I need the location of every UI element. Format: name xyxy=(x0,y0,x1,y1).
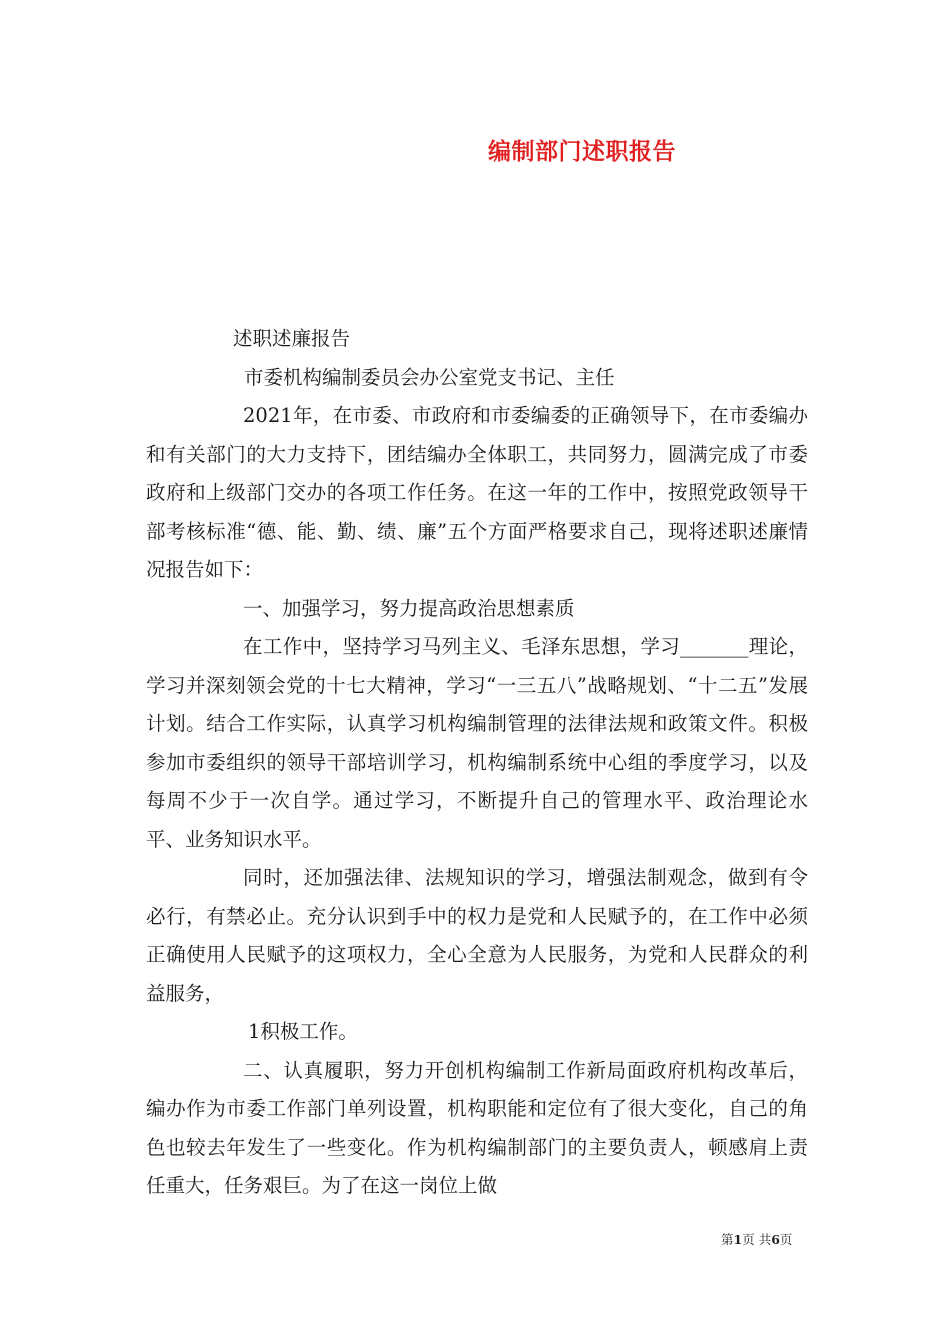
footer-prefix: 第 xyxy=(721,1232,734,1247)
total-page-number: 6 xyxy=(771,1232,780,1247)
paragraph-study: 在工作中，坚持学习马列主义、毛泽东思想，学习_______理论，学习并深刻领会党的十七大精神，学习“一三五八”战略规划、“十二五”发展计划。结合工作实际，认真学习机构编制管理的法律法规和政策文件。积极参加市委组织的领导干部培训学习，机构编制系统中心组的季度学习，以及每周不少于一次自学。通过学习，不断提升自己的管理水平、政治理论水平、业务知识水平。 xyxy=(146,635,808,851)
paragraph-law: 同时，还加强法律、法规知识的学习，增强法制观念，做到有令必行，有禁必止。充分认识到手中的权力是党和人民赋予的，在工作中必须正确使用人民赋予的这项权力，全心全意为人民服务，为党和人民群众的利益服务， xyxy=(146,866,808,1005)
footer-middle: 页 共 xyxy=(742,1232,772,1247)
current-page-number: 1 xyxy=(733,1232,743,1247)
report-subtitle: 述职述廉报告 xyxy=(233,327,351,350)
paragraph-intro: 2021年，在市委、市政府和市委编委的正确领导下，在市委编办和有关部门的大力支持下，团结编办全体职工，共同努力，圆满完成了市委政府和上级部门交办的各项工作任务。在这一年的工作中，按照党政领导干部考核标准“德、能、勤、绩、廉”五个方面严格要求自己，现将述职述廉情况报告如下： xyxy=(146,404,808,581)
section-heading-1: 一、加强学习，努力提高政治思想素质 xyxy=(243,596,575,620)
paragraph-work: 1积极工作。 xyxy=(248,1020,358,1043)
document-title: 编制部门述职报告 xyxy=(488,138,676,165)
page-footer xyxy=(721,1230,792,1248)
document-body xyxy=(146,320,808,1206)
section-heading-2: 二、认真履职，努力开创机构编制工作新局面政府机构改革后，编办作为市委工作部门单列设置，机构职能和定位有了很大变化，自己的角色也较去年发生了一些变化。作为机构编制部门的主要负责人，顿感肩上责任重大，任务艰巨。为了在这一岗位上做 xyxy=(146,1058,808,1197)
author-line: 市委机构编制委员会办公室党支书记、主任 xyxy=(244,365,615,389)
footer-suffix: 页 xyxy=(779,1232,793,1247)
